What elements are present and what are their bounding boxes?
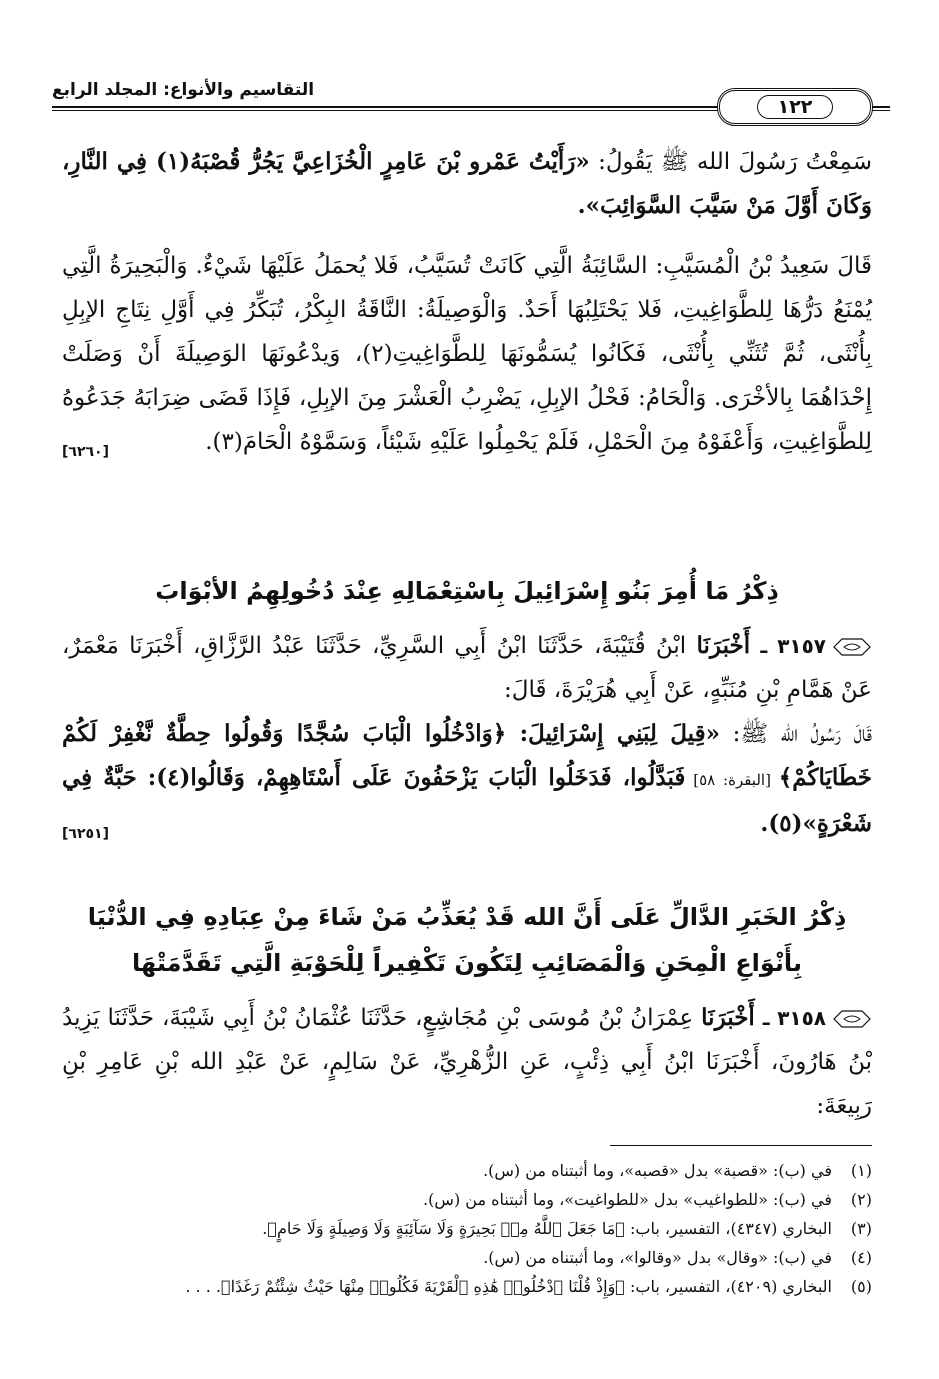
page-number: ١٢٢ xyxy=(757,95,834,119)
footnote xyxy=(62,1185,872,1214)
reference-number: [٦٢٦٠] xyxy=(62,444,109,460)
page-number-frame xyxy=(717,88,873,126)
footnote-text: في (ب): «وقال» بدل «وقالوا»، وما أثبتناه من (س). xyxy=(483,1248,832,1267)
header-title: التقاسيم والأنواع: المجلد الرابع xyxy=(52,80,326,100)
hadith-number: ٣١٥٨ ـ xyxy=(762,1006,827,1030)
hadith-3158-chain xyxy=(62,996,872,1128)
isnad-text: عِمْرَانُ بْنُ مُوسَى بْنِ مُجَاشِعٍ، حَدَّثَنَا عُثْمَانُ بْنُ أَبِي شَيْبَةَ، حَدَّثَنَا يَزِيدُ بْنُ هَارُونَ، أَخْبَرَنَا ابْنُ أَبِي ذِئْبٍ، عَنِ الزُّهْرِيِّ، عَنْ سَالِمٍ، عَنْ عَبْدِ الله بْنِ عَامِرِ بْنِ رَبِيعَةَ: xyxy=(62,1005,872,1119)
hadith-quote: «رَأَيْتُ عَمْرو بْنَ عَامِرٍ الْخُزَاعِيَّ يَجُرُّ قُصْبَهُ(١) فِي النَّارِ، وَكَانَ أَوَّلَ مَنْ سَيَّبَ السَّوَائِبَ». xyxy=(62,148,872,219)
isnad-text: ابْنُ قُتَيْبَةَ، حَدَّثَنَا ابْنُ أَبِي السَّرِيِّ، حَدَّثَنَا عَبْدُ الرَّزَّاقِ، أَخْبَرَنَا مَعْمَرٌ، عَنْ هَمَّامِ بْنِ مُنَبِّهٍ، عَنْ أَبِي هُرَيْرَةَ، قَالَ: xyxy=(62,633,872,703)
paragraph-explanation xyxy=(62,244,872,474)
hadith-number: ٣١٥٧ ـ xyxy=(760,634,827,658)
section-heading: ذِكْرُ الخَبَرِ الدَّالِّ عَلَى أَنَّ الله قَدْ يُعَذِّبُ مَنْ شَاءَ مِنْ عِبَادِهِ فِي الدُّنْيَا بِأَنْوَاعِ الْمِحَنِ وَالْمَصَائِبِ لِتَكُونَ تَكْفِيراً لِلْحَوْبَةِ الَّتِي تَقَدَّمَتْهَا xyxy=(87,903,847,977)
explanation-text: قَالَ سَعِيدُ بْنُ الْمُسَيَّبِ: السَّائِبَةُ الَّتِي كَانَتْ تُسَيَّبُ، فَلا يُحمَلُ عَلَيْهَا شَيْءٌ. وَالْبَحِيرَةُ الَّتِي يُمْنَعُ دَرُّهَا لِلطَّوَاغِيتِ، فَلا يَحْتَلِبُهَا أَحَدٌ. وَالْوَصِيلَةُ: النَّاقَةُ البِكْرُ، تُبَكِّرُ فِي أَوَّلِ نِتَاجِ الإبِلِ بِأُنْثَى، ثُمَّ تُثَنِّي بِأُنْثَى، فَكَانُوا يُسَمُّونَهَا لِلطَّوَاغِيتِ(٢)، وَيدْعُونَهَا الوَصِيلَةَ أَنْ وَصَلَتْ إِحْدَاهُمَا بِالأخْرَى. وَالْحَامُ: فَحْلُ الإبِلِ، يَضْرِبُ الْعَشْرَ مِنَ الإبِلِ، فَإِذَا قَضَى ضِرَابَهُ جَدَعُوهُ لِلطَّوَاغِيتِ، وَأَعْفَوْهُ مِنَ الْحَمْلِ، فَلَمْ يَحْمِلُوا عَلَيْهِ شَيْئاً، وَسَمَّوْهُ الْحَامَ(٣). xyxy=(62,253,872,455)
section-heading: ذِكْرُ مَا أُمِرَ بَنُو إِسْرَائِيلَ بِاسْتِعْمَالِهِ عِنْدَ دُخُولِهِمُ الأبْوَابَ xyxy=(155,577,779,605)
footnote xyxy=(62,1243,872,1272)
hadith-quote: «قِيلَ لِبَنِي إِسْرَائِيلَ: ﴿وَادْخُلُوا الْبَابَ سُجَّدًا وَقُولُوا حِطَّةٌ نَّغْفِرْ لَكُمْ خَطَايَاكُمْ﴾ xyxy=(62,720,873,791)
footnote-text: البخاري (٤٣٤٧)، التفسير، باب: ﴿مَا جَعَلَ ٱللَّهُ مِنۢ بَحِيرَةٍ وَلَا سَآئِبَةٍ وَلَا وَصِيلَةٍ وَلَا حَامٍ﴾. xyxy=(262,1219,832,1238)
footnote xyxy=(62,1214,872,1243)
footnote xyxy=(62,1156,872,1185)
narration-intro: سَمِعْتُ رَسُولَ الله ﷺ يَقُولُ: xyxy=(589,149,872,175)
footnote-separator xyxy=(610,1145,872,1146)
footnote-text: في (ب): «قصبة» بدل «قصبه»، وما أثبتناه من (س). xyxy=(483,1161,832,1180)
footnote-text: البخاري (٤٢٠٩)، التفسير، باب: ﴿وَإِذْ قُلْنَا ٱدْخُلُوا۟ هَٰذِهِ ٱلْقَرْيَةَ فَكُلُوا۟ مِنْهَا حَيْثُ شِئْتُمْ رَغَدًا﴾. . . . xyxy=(185,1277,832,1296)
running-header xyxy=(52,80,890,124)
footnote-number: (٤) xyxy=(850,1248,872,1267)
hadith-marker-icon xyxy=(832,1009,872,1029)
footnote-number: (٣) xyxy=(850,1219,872,1238)
footnote-text: في (ب): «للطواغيب» بدل «للطواغيت»، وما أثبتناه من (س). xyxy=(423,1190,832,1209)
footnote-number: (٥) xyxy=(850,1277,872,1296)
hadith-marker-icon xyxy=(832,637,872,657)
narration-intro: قَالَ رَسُولُ الله ﷺ: xyxy=(719,721,873,747)
footnote xyxy=(62,1272,872,1301)
paragraph-hadith-continuation xyxy=(62,140,872,228)
hadith-3157-chain xyxy=(62,624,872,712)
footnotes xyxy=(62,1156,872,1301)
paragraph-hadith-3157-matn xyxy=(62,712,872,856)
reference-number: [٦٢٥١] xyxy=(62,826,109,842)
akhbarana-label: أَخْبَرَنَا xyxy=(701,1004,755,1031)
footnote-number: (١) xyxy=(850,1161,872,1180)
hadith-quote-continued: فَبَدَّلُوا، فَدَخَلُوا الْبَابَ يَزْحَفُونَ عَلَى أَسْتَاهِهِمْ، وَقَالُوا(٤): حَبَّةٌ فِي شَعْرَةٍ»(٥). xyxy=(62,764,872,837)
footnote-number: (٢) xyxy=(850,1190,872,1209)
quran-citation: [البقرة: ٥٨] xyxy=(685,771,779,789)
akhbarana-label: أَخْبَرَنَا xyxy=(696,632,751,659)
